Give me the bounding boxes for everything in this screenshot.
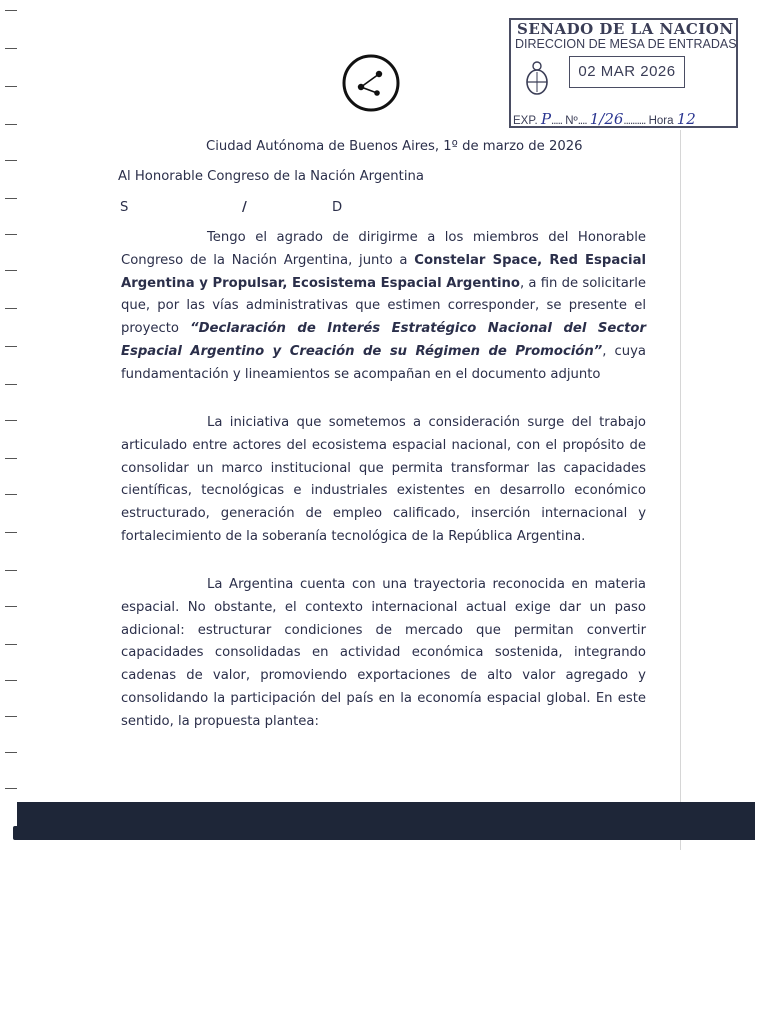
footer-dark-band: [17, 802, 755, 840]
footer-band-tab: [13, 826, 21, 840]
stamp-subtitle: DIRECCION DE MESA DE ENTRADAS: [515, 37, 737, 51]
p1-project-title: “Declaración de Interés Estratégico Nacional del Sector Espacial Argentino y Creación de su Régimen de Promoción”: [121, 321, 646, 359]
p1-intro: Tengo el agrado de dirigirme a los miembros del Honorable Congreso de la Nación Argentina, junto a: [121, 230, 646, 268]
paragraph-2: [121, 412, 646, 549]
exp-label: EXP.: [513, 115, 538, 127]
constellation-logo-icon: [342, 54, 400, 112]
number-value: 1/26: [589, 110, 624, 128]
number-label: Nº: [565, 115, 578, 127]
paragraph-3: [121, 574, 646, 734]
paragraph-1: [121, 227, 646, 387]
exp-value: P: [540, 110, 552, 128]
stamp-record-line: EXP. P..... Nº.... 1/26.......... Hora 12: [513, 110, 696, 128]
national-coat-of-arms-icon: [523, 60, 551, 96]
salutation-s: S: [120, 200, 129, 215]
fold-line: [680, 130, 681, 850]
letter-dateline: Ciudad Autónoma de Buenos Aires, 1º de marzo de 2026: [206, 139, 583, 154]
salutation-d: D: [332, 200, 343, 215]
p1-organizations: Constelar Space, Red Espacial Argentina y Propulsar, Ecosistema Espacial Argentino: [121, 252, 646, 291]
salutation-slash: /: [242, 200, 247, 215]
p1-closing: , cuya fundamentación y lineamientos se acompañan en el documento adjunto: [121, 343, 646, 382]
p2-text: La iniciativa que sometemos a consideración surge del trabajo articulado entre actores del ecosistema espacial nacional, con el propósito de consolidar un marco institucional que permita transformar las capacidades científicas, tecnológicas e industriales existentes en desarrollo económico estructurado, generación de empleo calificado, inserción internacional y fortalecimiento de la soberanía tecnológica de la República Argentina.: [121, 415, 646, 544]
stamp-date: 02 MAR 2026: [569, 56, 685, 88]
p1-request: , a fin de solicitarle que, por las vías administrativas que estimen corresponder, se presente el proyecto: [121, 275, 646, 337]
binder-margin-marks: [5, 0, 21, 850]
letter-addressee: Al Honorable Congreso de la Nación Argentina: [118, 169, 424, 184]
hora-label: Hora: [648, 115, 674, 127]
stamp-title: SENADO DE LA NACION: [517, 20, 734, 38]
hora-value: 12: [676, 110, 696, 128]
reception-stamp: [509, 18, 738, 128]
p3-text: La Argentina cuenta con una trayectoria reconocida en materia espacial. No obstante, el contexto internacional actual exige dar un paso adicional: estructurar condiciones de mercado que permitan convertir capacidades consolidadas en actividad económica sostenida, integrando cadenas de valor, promoviendo exportaciones de alto valor agregado y consolidando la participación del país en la economía espacial global. En este sentido, la propuesta plantea:: [121, 577, 646, 729]
